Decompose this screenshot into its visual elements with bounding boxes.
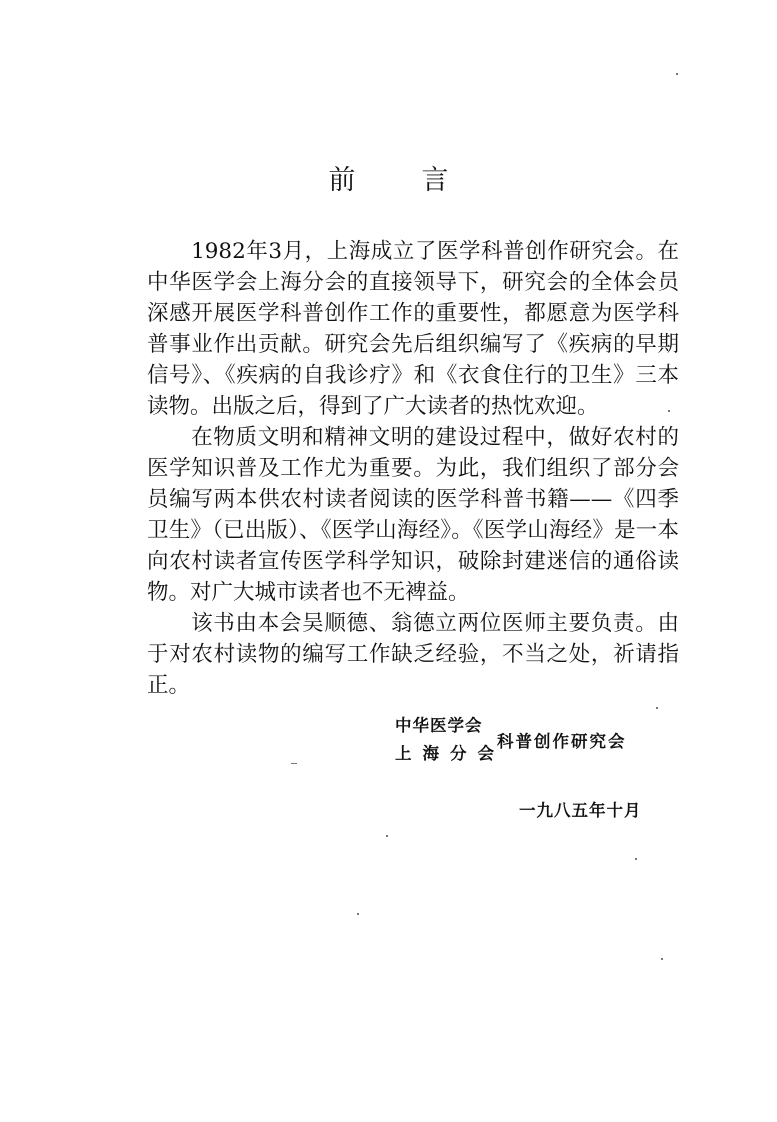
scan-speck <box>291 763 297 764</box>
title-char-1: 前 <box>328 165 356 196</box>
scan-speck <box>661 958 663 960</box>
scan-speck <box>656 707 658 709</box>
scan-speck <box>668 410 670 412</box>
scan-speck <box>635 858 637 860</box>
paragraph-1: 1982年3月，上海成立了医学科普创作研究会。在中华医学会上海分会的直接领导下，研究会的全体会员深感开展医学科普创作工作的重要性，都愿意为医学科普事业作出贡献。研究会先后组织编写了《疾病的早期信号》、《疾病的自我诊疗》和《衣食住行的卫生》三本读物。出版之后，得到了广大读者的热忱欢迎。 <box>147 239 679 419</box>
date: 一九八五年十月 <box>519 801 642 820</box>
scan-speck <box>676 73 678 75</box>
signature-line-1: 中华医学会 <box>395 716 483 735</box>
scan-speck <box>386 835 388 837</box>
title-char-2: 言 <box>421 165 449 196</box>
scan-speck <box>357 913 359 915</box>
page-title <box>0 158 777 197</box>
paragraph-3: 该书由本会吴顺德、翁德立两位医师主要负责。由于对农村读物的编写工作缺乏经验，不当之处，祈请指正。 <box>147 611 679 698</box>
signature-line-2: 上海分会 <box>395 744 505 763</box>
preface-body <box>147 236 679 701</box>
signature-suffix: 科普创作研究会 <box>497 732 627 751</box>
paragraph-2: 在物质文明和精神文明的建设过程中，做好农村的医学知识普及工作尤为重要。为此，我们组织了部分会员编写两本供农村读者阅读的医学科普书籍——《四季卫生》（已出版）、《医学山海经》。《医学山海经》是一本向农村读者宣传医学科学知识，破除封建迷信的通俗读物。对广大城市读者也不无裨益。 <box>147 425 679 605</box>
